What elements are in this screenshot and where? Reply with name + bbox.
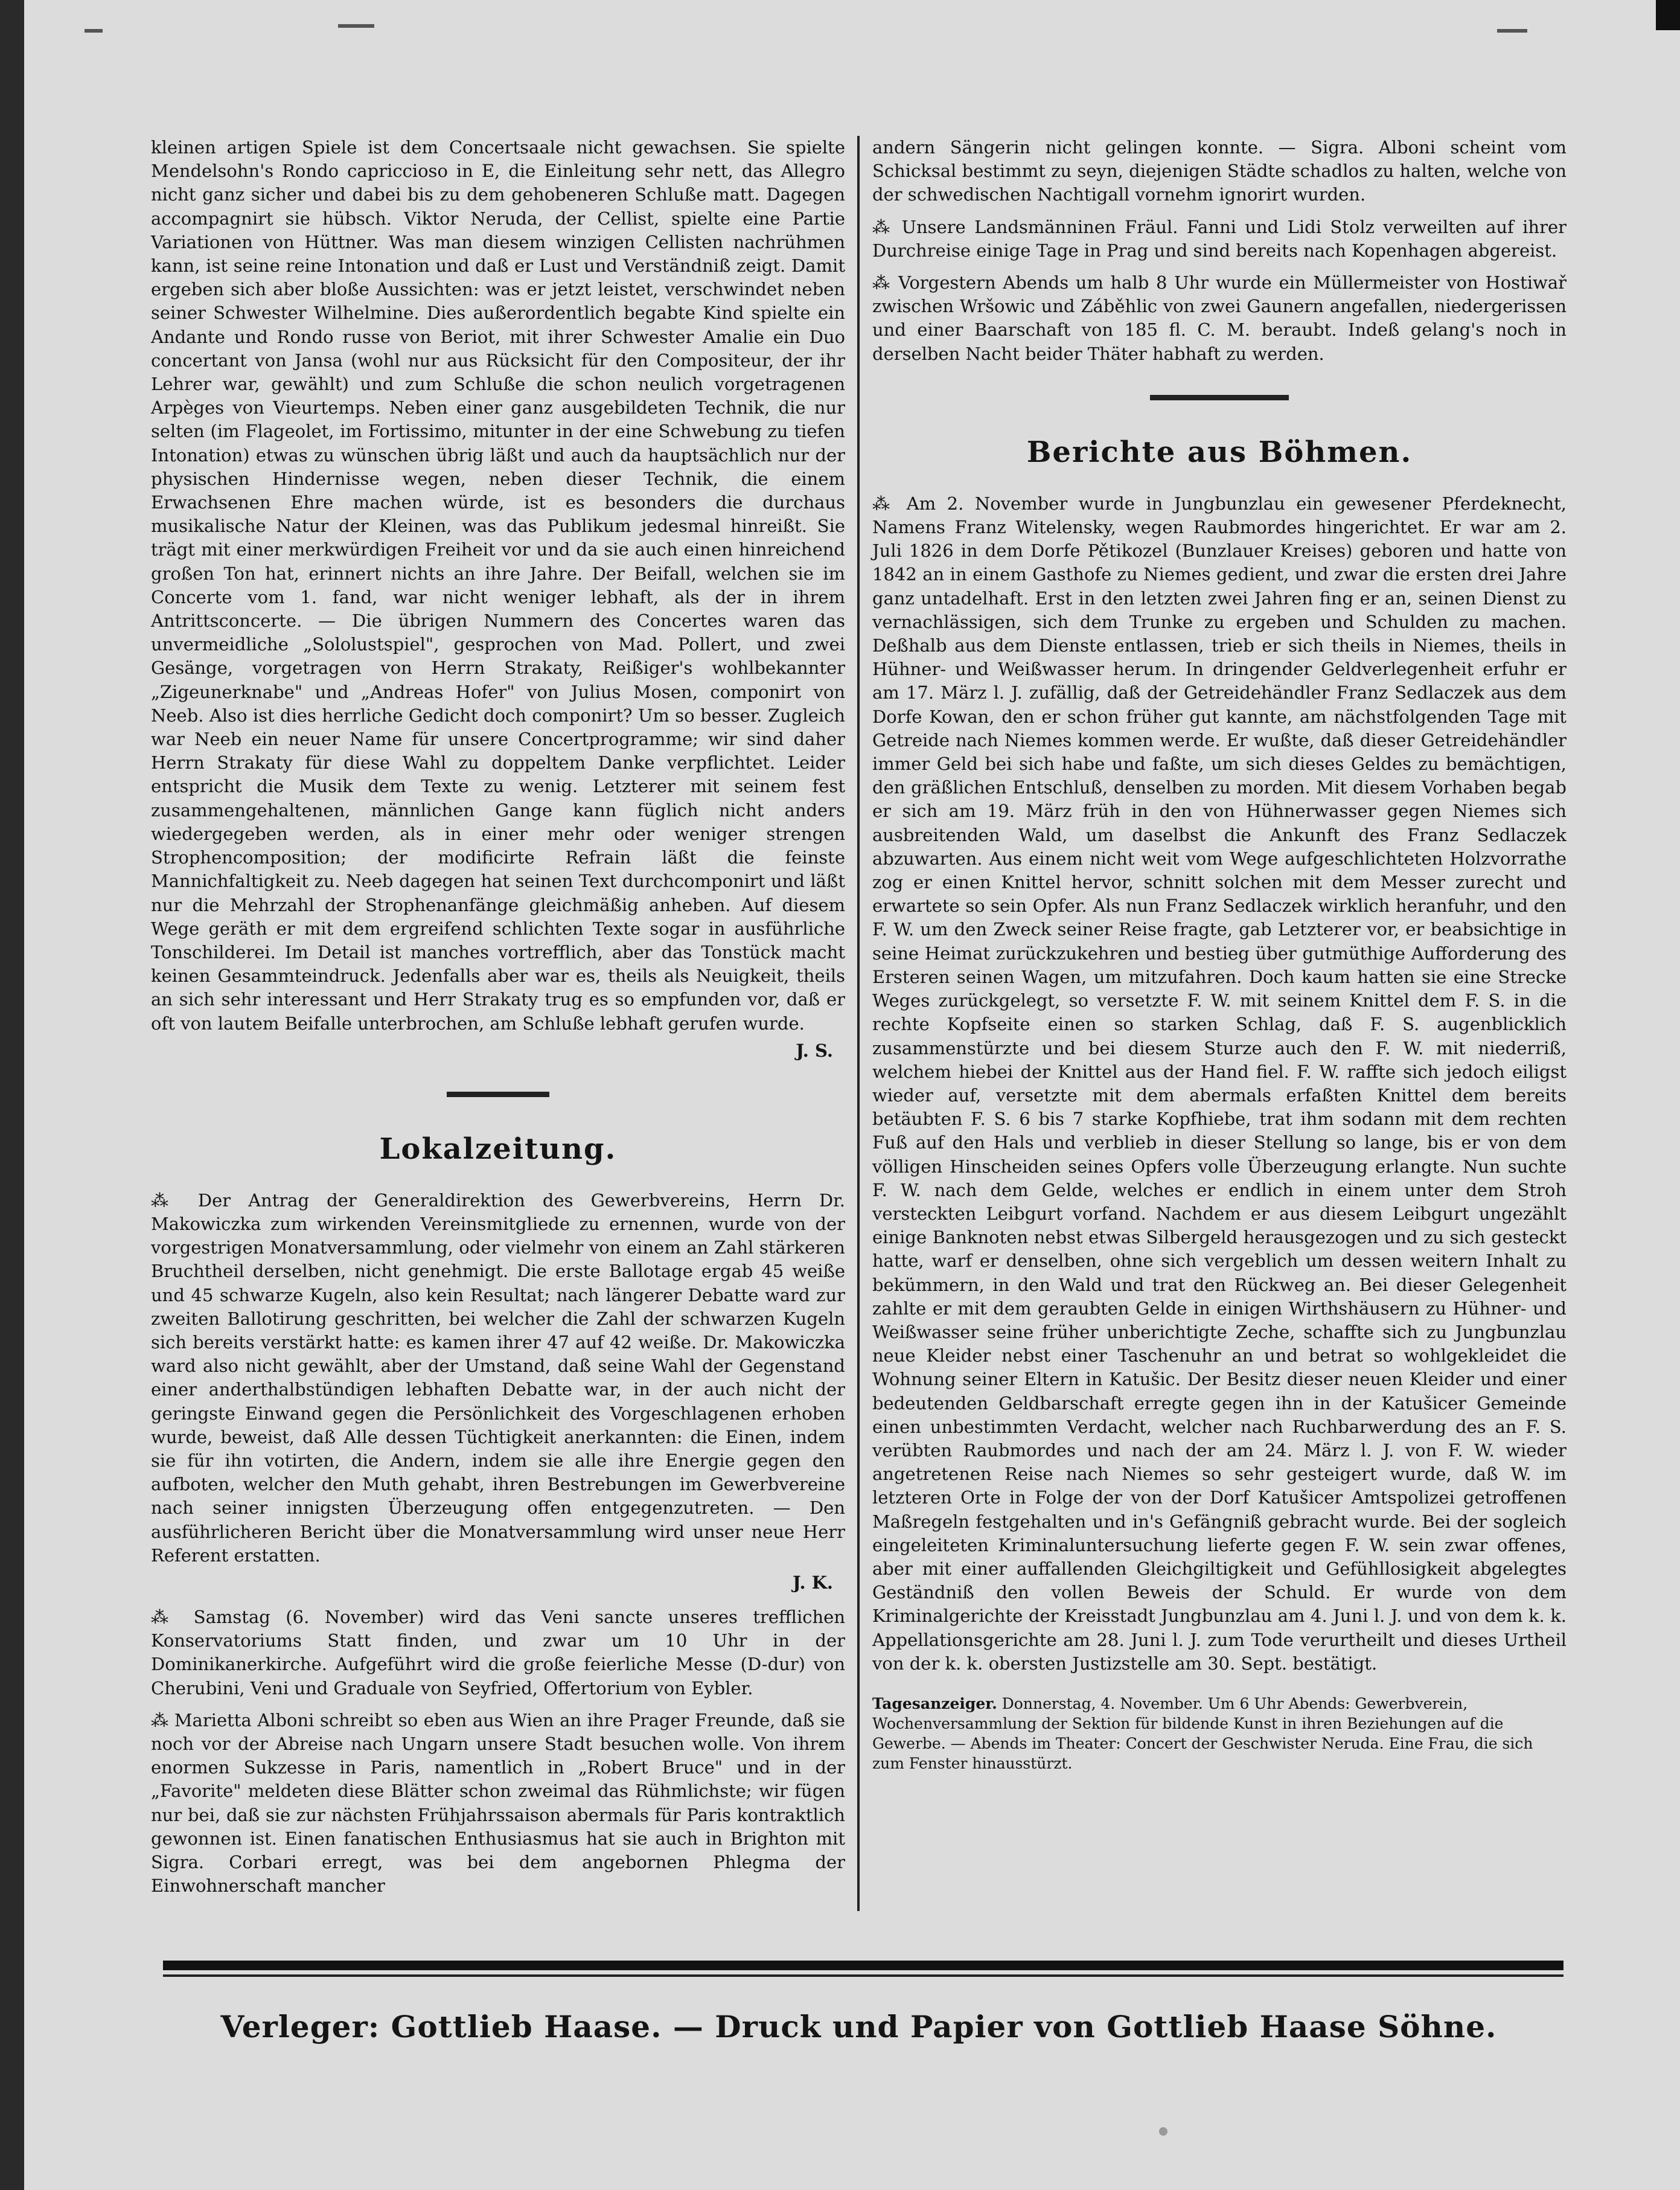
tagesanzeiger: [872, 1694, 1567, 1773]
newspaper-page: [151, 136, 1567, 2056]
article-paragraph: ⁂ Marietta Alboni schreibt so eben aus Wien an ihre Prager Freunde, daß sie noch vor der Abreise nach Ungarn unsere Stadt besuchen wolle. Von ihrem enormen Sukzesse in Paris, namentlich in „Robert Bruce" und in der „Favorite" meldeten diese Blätter schon zweimal das Rühmlichste; wir fügen nur bei, daß sie zur nächsten Frühjahrssaison abermals für Paris kontraktlich gewonnen ist. Einen fanatischen Enthusiasmus hat sie auch in Brighton mit Sigra. Corbari erregt, was bei dem angebornen Phlegma der Einwohnerschaft mancher: [151, 1709, 845, 1897]
column-divider: [857, 136, 860, 1911]
imprint-line: Verleger: Gottlieb Haase. — Druck und Papier von Gottlieb Haase Söhne.: [220, 2009, 1497, 2044]
article-paragraph: ⁂ Der Antrag der Generaldirektion des Gewerbvereins, Herrn Dr. Makowiczka zum wirkenden Vereinsmitgliede zu ernennen, wurde von der vorgestrigen Monatversammlung, oder vielmehr von einem an Zahl stärkeren Bruchtheil derselben, nicht genehmigt. Die erste Ballotage ergab 45 weiße und 45 schwarze Kugeln, also kein Resultat; nach längerer Debatte ward zur zweiten Ballotirung geschritten, bei welcher die Zahl der schwarzen Kugeln sich bereits verstärkt hatte: es kamen ihrer 47 auf 42 weiße. Dr. Makowiczka ward also nicht gewählt, aber der Umstand, daß seine Wahl der Gegenstand einer anderthalbstündigen lebhaften Debatte war, in der auch nicht der geringste Einwand gegen die Persönlichkeit des Vorgeschlagenen erhoben wurde, beweist, daß Alle dessen Tüchtigkeit anerkannten: die Einen, indem sie für ihn votirten, die Andern, indem sie alle ihre Energie gegen den aufboten, welcher den Muth gehabt, ihren Bestrebungen im Gewerbvereine nach seiner innigsten Überzeugung offen entgegenzutreten. — Den ausführlicheren Bericht über die Monatversammlung wird unser neue Herr Referent erstatten.: [151, 1189, 845, 1566]
scan-top-mark: [85, 29, 103, 33]
footer-thick-rule: [163, 1961, 1563, 1970]
article-paragraph: ⁂ Unsere Landsmänninen Fräul. Fanni und Lidi Stolz verweilten auf ihrer Durchreise einige Tage in Prag und sind bereits nach Kopenhagen abgereist.: [872, 216, 1567, 261]
right-column: [872, 136, 1567, 1773]
scan-dot-mark: [1159, 2127, 1167, 2136]
scan-corner-mark: [1656, 0, 1680, 30]
article-paragraph: andern Sängerin nicht gelingen konnte. — Sigra. Alboni scheint vom Schicksal bestimmt zu seyn, diejenigen Städte schadlos zu halten, welche von der schwedischen Nachtigall vornehm ignorirt wurden.: [872, 137, 1567, 205]
tagesanzeiger-text: Donnerstag, 4. November. Um 6 Uhr Abends: Gewerbverein, Wochenversammlung der Sektion für bildende Kunst in ihren Beziehungen auf die Gewerbe. — Abends im Theater: Concert der Geschwister Neruda. Eine Frau, die sich zum Fenster hinausstürzt.: [872, 1694, 1533, 1772]
article-signature: J. S.: [796, 1040, 833, 1061]
article-paragraph: kleinen artigen Spiele ist dem Concertsaale nicht gewachsen. Sie spielte Mendelsohn's Rondo capriccioso in E, die Einleitung sehr nett, das Allegro nicht ganz sicher und dabei bis zu dem gehobeneren Schluße matt. Dagegen accompagnirt sie hübsch. Viktor Neruda, der Cellist, spielte eine Partie Variationen von Hüttner. Was man diesem winzigen Cellisten nachrühmen kann, ist seine reine Intonation und daß er Lust und Verständniß zeigt. Damit ergeben sich aber bloße Aussichten: was er jetzt leistet, verschwindet neben seiner Schwester Wilhelmine. Dies außerordentlich begabte Kind spielte ein Andante und Rondo russe von Beriot, mit ihrer Schwester Amalie ein Duo concertant von Jansa (wohl nur aus Rücksicht für den Compositeur, der ihr Lehrer war, gewählt) und zum Schluße die schon neulich vorgetragenen Arpèges von Vieurtemps. Neben einer ganz ausgebildeten Technik, die nur selten (im Flageolet, im Fortissimo, mitunter in der eine Schwebung zu tiefen Intonation) etwas zu wünschen übrig läßt und auch da hauptsächlich nur der physischen Hindernisse wegen, neben dieser Technik, die einem Erwachsenen Ehre machen würde, ist es besonders die durchaus musikalische Natur der Kleinen, was das Publikum jedesmal hinreißt. Sie trägt mit einer merkwürdigen Freiheit vor und da sie auch einen hinreichend großen Ton hat, erinnert nichts an ihre Jahre. Der Beifall, welchen sie im Concerte vom 1. fand, war nicht weniger lebhaft, als der in ihrem Antrittsconcerte. — Die übrigen Nummern des Concertes waren das unvermeidliche „Sololustspiel", gesprochen von Mad. Pollert, und zwei Gesänge, vorgetragen von Herrn Strakaty, Reißiger's wohlbekannter „Zigeunerknabe" und „Andreas Hofer" von Julius Mosen, componirt von Neeb. Also ist dies herrliche Gedicht doch componirt? Um so besser. Zugleich war Neeb ein neuer Name für unsere Concertprogramme; wir sind daher Herrn Strakaty für diese Wahl zu doppeltem Danke verpflichtet. Leider entspricht die Musik dem Texte zu wenig. Letzterer mit seinem fest zusammengehaltenen, männlichen Gange kann füglich nicht anders wiedergegeben werden, als in einer mehr oder weniger strengen Strophencomposition; der modificirte Refrain läßt die feinste Mannichfaltigkeit zu. Neeb dagegen hat seinen Text durchcomponirt und läßt nur die Mehrzahl der Strophenanfänge gleichmäßig anheben. Auf diesem Wege geräth er mit dem ergreifend schlichten Texte sogar in ausführliche Tonschilderei. Im Detail ist manches vortrefflich, aber das Tonstück macht keinen Gesammteindruck. Jedenfalls aber war es, theils als Neuigkeit, theils an sich sehr interessant und Herr Strakaty trug es so empfunden vor, daß er oft von lautem Beifalle unterbrochen, am Schluße lebhaft gerufen wurde.: [151, 137, 845, 1034]
tagesanzeiger-label: Tagesanzeiger.: [872, 1694, 997, 1712]
article-paragraph: ⁂ Samstag (6. November) wird das Veni sancte unseres trefflichen Konservatoriums Statt finden, und zwar um 10 Uhr in der Dominikanerkirche. Aufgeführt wird die große feierliche Messe (D-dur) von Cherubini, Veni und Graduale von Seyfried, Offertorium von Eybler.: [151, 1606, 845, 1699]
section-heading-lokalzeitung: Lokalzeitung.: [379, 1132, 617, 1166]
scan-top-mark: [1497, 29, 1527, 33]
left-column: [151, 136, 845, 1906]
section-divider: [447, 1092, 549, 1097]
article-signature: J. K.: [793, 1572, 833, 1593]
footer-thin-rule: [163, 1974, 1563, 1977]
article-paragraph: ⁂ Vorgestern Abends um halb 8 Uhr wurde ein Müllermeister von Hostiwař zwischen Wršowic und Záběhlic von zwei Gaunern angefallen, niedergerissen und einer Baarschaft von 185 fl. C. M. beraubt. Indeß gelang's noch in derselben Nacht beider Thäter habhaft zu werden.: [872, 272, 1567, 364]
section-heading-berichte: Berichte aus Böhmen.: [1026, 435, 1413, 469]
section-divider: [1150, 395, 1289, 400]
article-paragraph: ⁂ Am 2. November wurde in Jungbunzlau ein gewesener Pferdeknecht, Namens Franz Witelensky, wegen Raubmordes hingerichtet. Er war am 2. Juli 1826 in dem Dorfe Pětikozel (Bunzlauer Kreises) geboren und hatte von 1842 an in einem Gasthofe zu Niemes gedient, und zwar die ersten drei Jahre ganz untadelhaft. Erst in den letzten zwei Jahren fing er an, seinen Dienst zu vernachlässigen, sich dem Trunke zu ergeben und Schulden zu machen. Deßhalb aus dem Dienste entlassen, trieb er sich theils in Niemes, theils in Hühner- und Weißwasser herum. In dringender Geldverlegenheit erfuhr er am 17. März l. J. zufällig, daß der Getreidehändler Franz Sedlaczek aus dem Dorfe Kowan, den er schon früher gut kannte, am nächstfolgenden Tage mit Getreide nach Niemes kommen werde. Er wußte, daß dieser Getreidehändler immer Geld bei sich habe und faßte, um sich dieses Geldes zu bemächtigen, den gräßlichen Entschluß, denselben zu morden. Mit diesem Vorhaben begab er sich am 19. März früh in den von Hühnerwasser gegen Niemes sich ausbreitenden Wald, um daselbst die Ankunft des Franz Sedlaczek abzuwarten. Aus einem nicht weit vom Wege aufgeschlichteten Holzvorrathe zog er einen Knittel hervor, schnitt solchen mit dem Messer zurecht und erwartete so sein Opfer. Als nun Franz Sedlaczek wirklich heranfuhr, und den F. W. um den Zweck seiner Reise fragte, gab Letzterer vor, er beabsichtige in seine Heimat zurückzukehren und bestieg über gutmüthige Aufforderung des Ersteren seinen Wagen, um mitzufahren. Doch kaum hatten sie eine Strecke Weges zurückgelegt, so versetzte F. W. mit seinem Knittel dem F. S. in die rechte Kopfseite einen so starken Schlag, daß F. S. augenblicklich zusammenstürzte und bei diesem Sturze auch den F. W. mit niederriß, welchem hiebei der Knittel aus der Hand fiel. F. W. raffte sich jedoch eiligst wieder auf, versetzte mit dem abermals erfaßten Knittel dem bereits betäubten F. S. 6 bis 7 starke Kopfhiebe, trat ihm sodann mit dem rechten Fuß auf den Hals und verblieb in dieser Stellung so lange, bis er von dem völligen Hinscheiden seines Opfers volle Überzeugung erlangte. Nun suchte F. W. nach dem Gelde, welches er endlich in einem unter dem Stroh versteckten Leibgurt vorfand. Nachdem er aus diesem Leibgurt ungezählt einige Banknoten nebst etwas Silbergeld herausgezogen und zu sich gesteckt hatte, warf er denselben, ohne sich vergeblich um dessen weitern Inhalt zu bekümmern, in den Wald und trat den Rückweg an. Bei dieser Gelegenheit zahlte er mit dem geraubten Gelde in einigen Wirthshäusern zu Hühner- und Weißwasser seine früher unberichtigte Zeche, schaffte sich zu Jungbunzlau neue Kleider nebst einer Taschenuhr an und betrat so wohlgekleidet die Wohnung seiner Eltern in Katušic. Der Besitz dieser neuen Kleider und einer bedeutenden Geldbarschaft erregte gegen ihn in der Katušicer Gemeinde einen unbestimmten Verdacht, welcher nach Ruchbarwerdung des an F. S. verübten Raubmordes und nach der am 24. März l. J. von F. W. wieder angetretenen Reise nach Niemes so sehr gesteigert wurde, daß W. im letzteren Orte in Folge der von der Dorf Katušicer Amtspolizei getroffenen Maßregeln festgehalten und in's Gefängniß gebracht wurde. Bei der sogleich eingeleiteten Kriminaluntersuchung lieferte gegen F. W. sein zwar offenes, aber mit einer auffallenden Gleichgiltigkeit und Gefühllosigkeit abgelegtes Geständniß den vollen Beweis der Schuld. Er wurde von dem Kriminalgerichte der Kreisstadt Jungbunzlau am 4. Juni l. J. und von dem k. k. Appellationsgerichte am 28. Juni l. J. zum Tode verurtheilt und dieses Urtheil von der k. k. obersten Justizstelle am 30. Sept. bestätigt.: [872, 493, 1567, 1674]
scan-top-mark: [338, 24, 374, 28]
scan-left-border: [0, 0, 24, 2190]
